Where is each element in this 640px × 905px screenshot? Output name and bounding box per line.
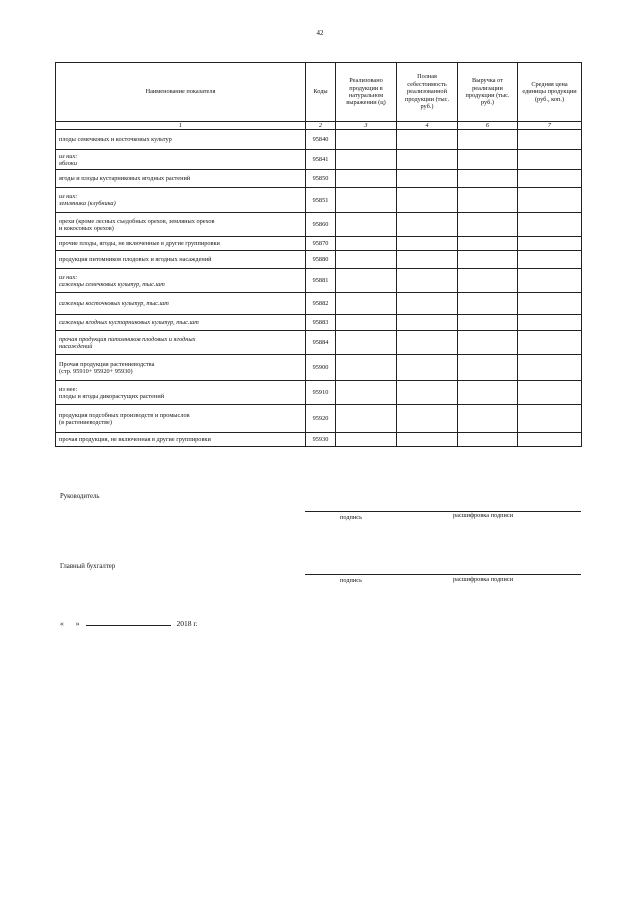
- table-row: [56, 381, 582, 405]
- value-cell: [336, 237, 397, 251]
- table-row: [56, 130, 582, 150]
- column-number-row: [56, 122, 582, 130]
- value-cell: [336, 130, 397, 150]
- table-row: [56, 251, 582, 269]
- table-row: [56, 355, 582, 381]
- value-cell: [336, 381, 397, 405]
- row-name: из них: яблоки: [56, 150, 306, 170]
- value-cell: [336, 251, 397, 269]
- row-code: 95860: [306, 213, 336, 237]
- value-cell: [458, 381, 518, 405]
- date-row: [60, 618, 197, 628]
- row-code: 95840: [306, 130, 336, 150]
- value-cell: [518, 405, 582, 433]
- value-cell: [397, 251, 458, 269]
- value-cell: [458, 331, 518, 355]
- value-cell: [458, 405, 518, 433]
- header-indicator-name: Наименование показателя: [56, 63, 306, 122]
- value-cell: [397, 381, 458, 405]
- value-cell: [518, 381, 582, 405]
- table-row: [56, 150, 582, 170]
- value-cell: [518, 293, 582, 315]
- value-cell: [518, 355, 582, 381]
- row-name: прочая продукция питомников плодовых и ягодных насаждений: [56, 331, 306, 355]
- row-code: 95851: [306, 188, 336, 213]
- row-code: 95880: [306, 251, 336, 269]
- value-cell: [518, 433, 582, 447]
- date-year: 2018 г.: [176, 619, 198, 628]
- value-cell: [518, 130, 582, 150]
- head-signature-line: [305, 511, 581, 512]
- value-cell: [458, 269, 518, 293]
- row-name: орехи (кроме лесных съедобных орехов, земляных орехов и кокосовых орехов): [56, 213, 306, 237]
- value-cell: [518, 150, 582, 170]
- table-header-row: [56, 63, 582, 122]
- value-cell: [518, 315, 582, 331]
- value-cell: [336, 170, 397, 188]
- table-row: [56, 293, 582, 315]
- row-code: 95930: [306, 433, 336, 447]
- value-cell: [458, 433, 518, 447]
- row-name: продукция питомников плодовых и ягодных насаждений: [56, 251, 306, 269]
- value-cell: [397, 433, 458, 447]
- value-cell: [458, 213, 518, 237]
- chief-accountant-label: Главный бухгалтер: [60, 563, 116, 570]
- table-row: [56, 433, 582, 447]
- value-cell: [458, 188, 518, 213]
- table-row: [56, 269, 582, 293]
- header-full-cost: Полная себестоимость реализованной продукции (тыс. руб.): [397, 63, 458, 122]
- value-cell: [397, 269, 458, 293]
- value-cell: [336, 405, 397, 433]
- row-code: 95900: [306, 355, 336, 381]
- row-name: прочие плоды, ягоды, не включенные в другие группировки: [56, 237, 306, 251]
- table-row: [56, 331, 582, 355]
- row-code: 95884: [306, 331, 336, 355]
- row-code: 95910: [306, 381, 336, 405]
- date-month-blank: [86, 618, 171, 626]
- head-label: Руководитель: [60, 493, 100, 500]
- date-close-quote: »: [75, 619, 80, 628]
- column-number: 4: [397, 122, 458, 130]
- value-cell: [518, 251, 582, 269]
- chief-accountant-decoding-caption: расшифровка подписи: [453, 576, 514, 583]
- row-code: 95870: [306, 237, 336, 251]
- value-cell: [397, 315, 458, 331]
- value-cell: [336, 315, 397, 331]
- value-cell: [458, 237, 518, 251]
- row-code: 95850: [306, 170, 336, 188]
- value-cell: [397, 237, 458, 251]
- value-cell: [458, 130, 518, 150]
- value-cell: [336, 355, 397, 381]
- header-average-price: Средняя цена единицы продукции (руб., коп.): [518, 63, 582, 122]
- column-number: 2: [306, 122, 336, 130]
- chief-accountant-signature-caption: подпись: [340, 577, 362, 584]
- value-cell: [397, 213, 458, 237]
- header-codes: Коды: [306, 63, 336, 122]
- value-cell: [518, 331, 582, 355]
- table-row: [56, 237, 582, 251]
- value-cell: [336, 213, 397, 237]
- column-number: 7: [518, 122, 582, 130]
- value-cell: [336, 188, 397, 213]
- chief-accountant-signature-line: [305, 574, 581, 575]
- column-number: 3: [336, 122, 397, 130]
- value-cell: [458, 315, 518, 331]
- value-cell: [336, 150, 397, 170]
- row-code: 95883: [306, 315, 336, 331]
- row-code: 95920: [306, 405, 336, 433]
- header-realized-natural: Реализовано продукции в натуральном выражении (ц): [336, 63, 397, 122]
- row-name: из них: земляника (клубника): [56, 188, 306, 213]
- head-decoding-caption: расшифровка подписи: [453, 512, 514, 519]
- value-cell: [458, 293, 518, 315]
- date-open-quote: «: [60, 619, 64, 628]
- value-cell: [397, 293, 458, 315]
- value-cell: [336, 293, 397, 315]
- table-row: [56, 188, 582, 213]
- row-name: продукция подсобных производств и промыслов (в растениеводстве): [56, 405, 306, 433]
- value-cell: [458, 251, 518, 269]
- table-row: [56, 405, 582, 433]
- value-cell: [397, 130, 458, 150]
- row-name: из нее: плоды и ягоды дикорастущих растений: [56, 381, 306, 405]
- row-name: саженцы косточковых культур, тыс.шт: [56, 293, 306, 315]
- value-cell: [397, 355, 458, 381]
- value-cell: [518, 213, 582, 237]
- value-cell: [397, 188, 458, 213]
- row-name: из них: саженцы семечковых культур, тыс.шт: [56, 269, 306, 293]
- value-cell: [397, 331, 458, 355]
- row-name: ягоды и плоды кустарниковых ягодных растений: [56, 170, 306, 188]
- table-row: [56, 170, 582, 188]
- row-code: 95881: [306, 269, 336, 293]
- value-cell: [458, 355, 518, 381]
- table-row: [56, 213, 582, 237]
- row-name: прочая продукция, не включенная в другие группировки: [56, 433, 306, 447]
- value-cell: [397, 405, 458, 433]
- row-name: саженцы ягодных кустарниковых культур, тыс.шт: [56, 315, 306, 331]
- page-number: 42: [316, 29, 324, 37]
- row-name: плоды семечковых и косточковых культур: [56, 130, 306, 150]
- value-cell: [458, 150, 518, 170]
- column-number: 6: [458, 122, 518, 130]
- value-cell: [518, 237, 582, 251]
- value-cell: [336, 331, 397, 355]
- value-cell: [458, 170, 518, 188]
- value-cell: [397, 170, 458, 188]
- header-revenue: Выручка от реализации продукции (тыс. руб.): [458, 63, 518, 122]
- value-cell: [518, 170, 582, 188]
- row-name: Прочая продукция растениеводства (стр. 95910+ 95920+ 95930): [56, 355, 306, 381]
- value-cell: [518, 269, 582, 293]
- value-cell: [336, 433, 397, 447]
- row-code: 95882: [306, 293, 336, 315]
- table-row: [56, 315, 582, 331]
- value-cell: [336, 269, 397, 293]
- value-cell: [518, 188, 582, 213]
- head-signature-caption: подпись: [340, 514, 362, 521]
- report-table: [55, 62, 582, 447]
- column-number: 1: [56, 122, 306, 130]
- value-cell: [397, 150, 458, 170]
- row-code: 95841: [306, 150, 336, 170]
